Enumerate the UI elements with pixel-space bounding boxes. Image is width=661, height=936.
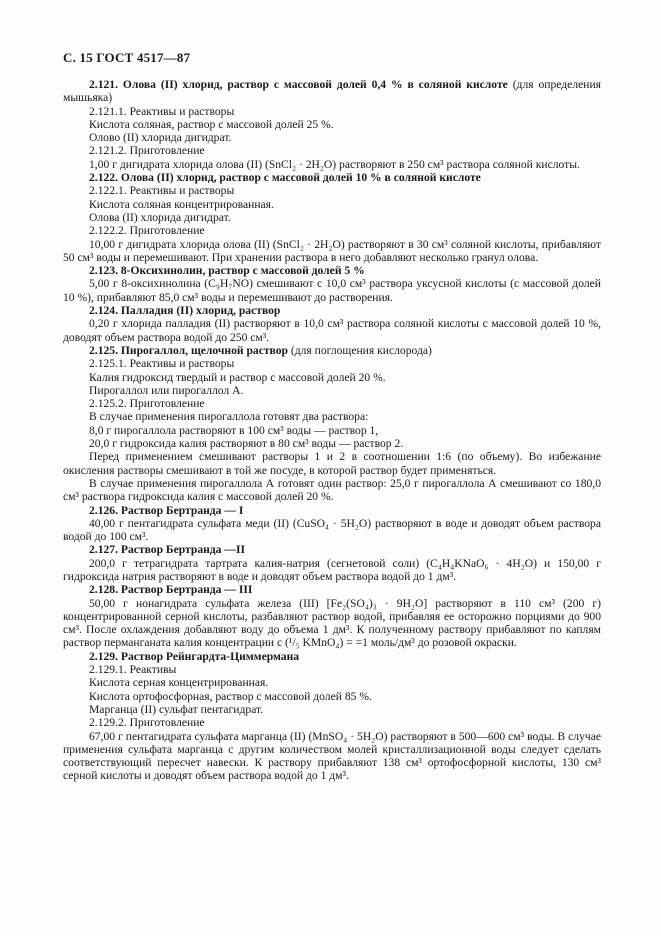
heading-title: 2.125. Пирогаллол, щелочной раствор [89,343,288,357]
paragraph: 200,0 г тетрагидрата тартрата калия-натрия (сегнетовой соли) (C₄H₄KNaO₆ · 4H₂O) и 150,00 г гидроксида натрия растворяют в воде и доводят объем раствора водой до 1 дм³. [63,556,601,583]
paragraph: 50,00 г нонагидрата сульфата железа (III) [Fe₂(SO₄)₃ · 9H₂O] растворяют в 110 см³ (200 г) концентрированной серной кислоты, разбавляют раствор водой, прибавляя ее осторожно порциями до 900 см³. После охлаждения добавляют воду до объема 1 дм³. К полученному раствору прибавляют по каплям раствор перманганата калия концентрации c (¹/₅ KMnO₄) = =1 моль/дм³ до розовой окраски. [63,596,601,650]
paragraph: 2.121.2. Приготовление [89,144,205,158]
paragraph: Кислота ортофосфорная, раствор с массовой долей 85 %. [89,689,372,703]
paragraph: Пирогаллол или пирогаллол А. [89,383,244,397]
paragraph: Кислота соляная концентрированная. [89,197,274,211]
paragraph: Кислота серная концентрированная. [89,676,269,690]
paragraph: 8,0 г пирогаллола растворяют в 100 см³ воды — раствор 1, [89,423,379,437]
paragraph: 20,0 г гидроксида калия растворяют в 80 см³ воды — раствор 2. [89,437,404,451]
paragraph: 2.129.2. Приготовление [89,716,205,730]
paragraph: 67,00 г пентагидрата сульфата марганца (II) (MnSO₄ · 5H₂O) растворяют в 500—600 см³ воды. В случае применения сульфата марганца с другим количеством молей кристаллизационной воды следует сделать соответствующий пересчет навески. К раствору прибавляют 138 см³ ортофосфорной кислоты, 130 см³ серной кислоты и доводят объем раствора водой до 1 дм³. [63,729,601,783]
section-heading [63,304,601,317]
heading-note: (для поглощения кислорода) [287,343,432,357]
document-body [63,78,601,783]
paragraph: 1,00 г дигидрата хлорида олова (II) (SnCl₂ · 2H₂O) растворяют в 250 см³ раствора соляной кислоты. [89,157,580,171]
page-header: С. 15 ГОСТ 4517—87 [63,50,191,65]
heading-title: 2.123. 8-Оксихинолин, раствор с массовой долей 5 % [89,264,365,278]
paragraph: 2.122.1. Реактивы и растворы [89,184,235,198]
section-heading [63,344,601,357]
section-heading [63,650,601,663]
paragraph: Олово (II) хлорида дигидрат. [89,131,232,145]
heading-title: 2.122. Олова (II) хлорид, раствор с массовой долей 10 % в соляной кислоте [89,171,481,185]
paragraph: В случае применения пирогаллола готовят два раствора: [89,410,369,424]
paragraph: Марганца (II) сульфат пентагидрат. [89,702,264,716]
heading-title: 2.126. Раствор Бертранда — I [89,503,244,517]
paragraph: Калия гидроксид твердый и раствор с массовой долей 20 %. [89,370,386,384]
heading-title: 2.127. Раствор Бертранда —II [89,543,245,557]
section-heading [63,583,601,596]
heading-title: 2.129. Раствор Рейнгардта-Циммермана [89,649,300,663]
paragraph: В случае применения пирогаллола А готовят один раствор: 25,0 г пирогаллола А смешивают со 180,0 см³ раствора гидроксида калия с массовой долей 20 %. [63,476,601,504]
paragraph: 0,20 г хлорида палладия (II) растворяют в 10,0 см³ раствора соляной кислоты с массовой долей 10 %, доводят объем раствора водой до 250 см³. [63,317,601,344]
paragraph: 10,00 г дигидрата хлорида олова (II) (SnCl₂ · 2H₂O) растворяют в 30 см³ соляной кислоты, прибавляют 50 см³ воды и перемешивают. При хранении раствора в него добавляют несколько гранул олова. [63,237,601,264]
paragraph: 2.121.1. Реактивы и растворы [89,104,235,118]
section-heading [63,78,601,105]
paragraph: 2.125.2. Приготовление [89,397,205,411]
heading-title: 2.128. Раствор Бертранда — III [89,583,253,597]
section-heading [63,543,601,556]
paragraph: 2.125.1. Реактивы и растворы [89,357,235,371]
paragraph: Олова (II) хлорида дигидрат. [89,210,231,224]
heading-note: (для определения мышьяка) [63,78,601,105]
section-heading [63,264,601,277]
paragraph: 2.122.2. Приготовление [89,224,205,238]
paragraph: 2.129.1. Реактивы [89,663,177,677]
section-heading [63,504,601,517]
paragraph: 5,00 г 8-оксихинолина (C₉H₇NO) смешивают с 10,0 см³ раствора уксусной кислоты (с массовой долей 10 %), прибавляют 85,0 см³ воды и перемешивают до растворения. [63,277,601,304]
heading-title: 2.121. Олова (II) хлорид, раствор с массовой долей 0,4 % в соляной кислоте [89,78,508,91]
paragraph: 40,00 г пентагидрата сульфата меди (II) (CuSO₄ · 5H₂O) растворяют в воде и доводят объем раствора водой до 100 см³. [63,516,601,544]
paragraph: Перед применением смешивают растворы 1 и 2 в соотношении 1:6 (по объему). Во избежание окисления растворы смешивают в той же посуде, в которой раствор будет применяться. [63,450,601,477]
heading-title: 2.124. Палладия (II) хлорид, раствор [89,304,281,318]
section-heading [63,171,601,184]
paragraph: Кислота соляная, раствор с массовой долей 25 %. [89,117,334,131]
